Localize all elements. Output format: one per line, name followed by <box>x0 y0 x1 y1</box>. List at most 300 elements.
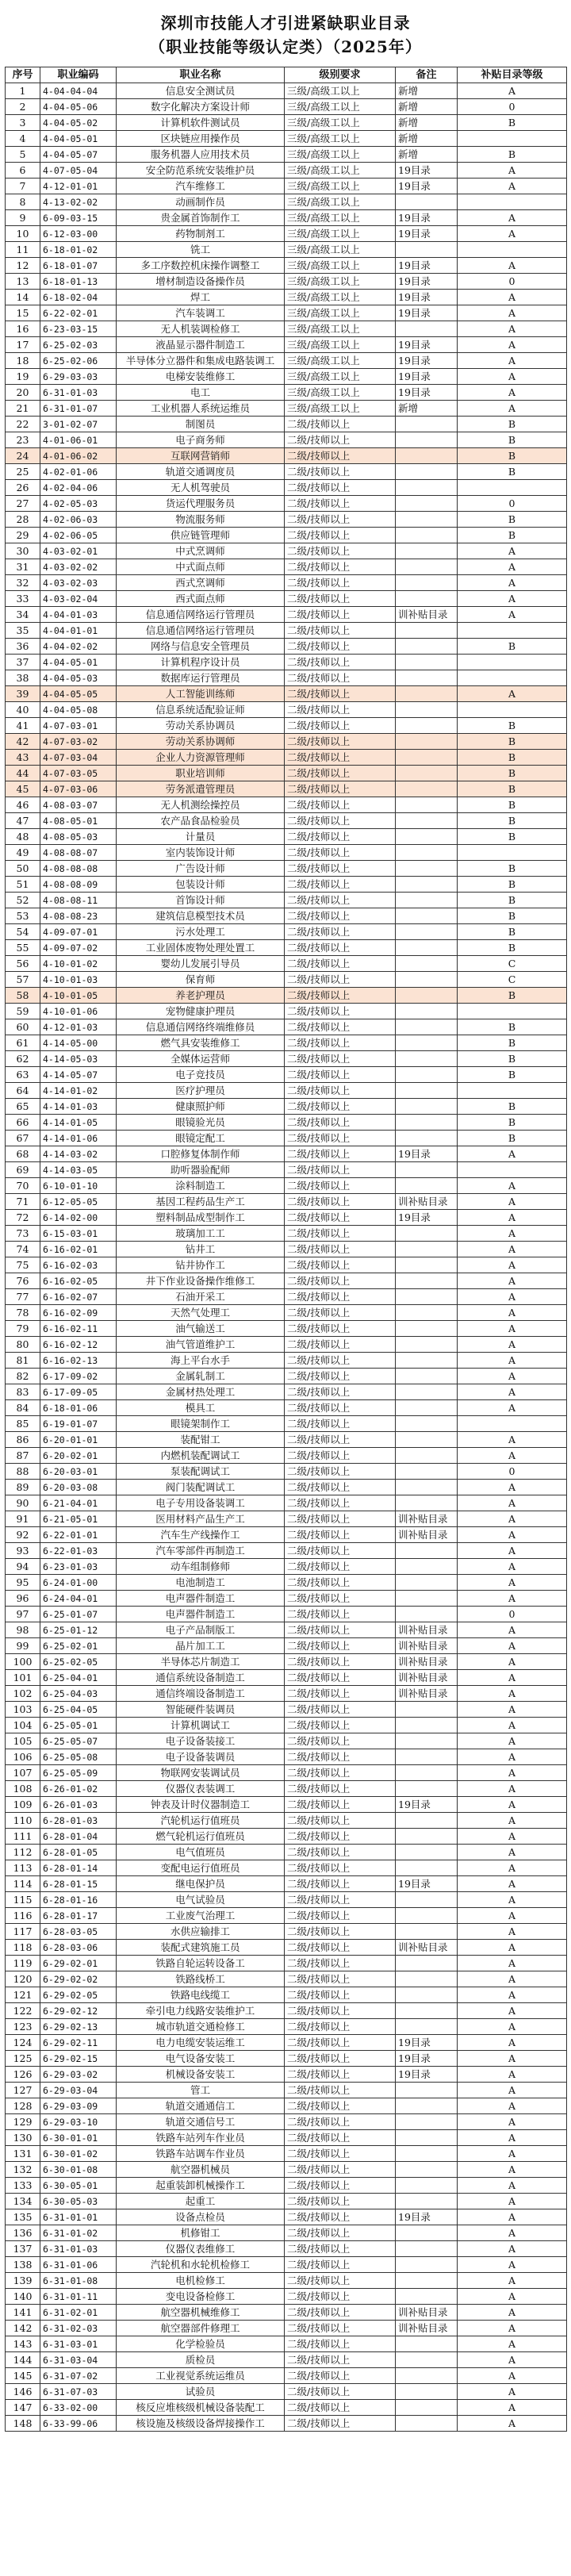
cell-level: 三级/高级工以上 <box>285 353 396 369</box>
cell-subsidy: A <box>458 179 567 194</box>
cell-note <box>396 1829 458 1845</box>
cell-note <box>396 1051 458 1067</box>
cell-code: 4-13-02-02 <box>40 194 117 210</box>
cell-subsidy: A <box>458 686 567 702</box>
cell-note: 训补贴目录 <box>396 1940 458 1956</box>
cell-note <box>396 2003 458 2019</box>
cell-no: 50 <box>6 861 40 877</box>
cell-level: 二级/技师以上 <box>285 718 396 734</box>
cell-subsidy: B <box>458 147 567 163</box>
cell-code: 6-31-01-07 <box>40 401 117 417</box>
cell-name: 电工 <box>117 385 285 401</box>
cell-code: 6-28-03-06 <box>40 1940 117 1956</box>
cell-note <box>396 2352 458 2368</box>
cell-subsidy: A <box>458 1321 567 1337</box>
cell-level: 二级/技师以上 <box>285 1607 396 1622</box>
cell-no: 70 <box>6 1178 40 1194</box>
cell-subsidy: A <box>458 1749 567 1765</box>
cell-no: 41 <box>6 718 40 734</box>
cell-note <box>396 2178 458 2194</box>
cell-note <box>396 1337 458 1353</box>
cell-subsidy: A <box>458 1813 567 1829</box>
table-row <box>6 1480 567 1495</box>
cell-note: 19目录 <box>396 1146 458 1162</box>
cell-subsidy: A <box>458 607 567 623</box>
table-row <box>6 2321 567 2336</box>
table-row <box>6 290 567 305</box>
cell-level: 二级/技师以上 <box>285 464 396 480</box>
cell-name: 健康照护师 <box>117 1099 285 1115</box>
cell-name: 职业培训师 <box>117 766 285 781</box>
cell-name: 电子设备装接工 <box>117 1733 285 1749</box>
cell-code: 6-31-02-03 <box>40 2321 117 2336</box>
cell-no: 51 <box>6 877 40 893</box>
cell-note <box>396 1289 458 1305</box>
table-row <box>6 2178 567 2194</box>
cell-note: 训补贴目录 <box>396 2321 458 2336</box>
cell-subsidy: A <box>458 1686 567 1702</box>
cell-code: 4-04-05-01 <box>40 655 117 670</box>
cell-level: 二级/技师以上 <box>285 845 396 861</box>
cell-level: 二级/技师以上 <box>285 988 396 1004</box>
cell-no: 36 <box>6 639 40 655</box>
cell-name: 变配电运行值班员 <box>117 1860 285 1876</box>
cell-note <box>396 559 458 575</box>
cell-code: 6-19-01-07 <box>40 1416 117 1432</box>
cell-level: 二级/技师以上 <box>285 1956 396 1971</box>
cell-level: 二级/技师以上 <box>285 1353 396 1369</box>
cell-name: 电子商务师 <box>117 432 285 448</box>
cell-name: 劳动关系协调师 <box>117 734 285 750</box>
table-row <box>6 2209 567 2225</box>
table-row <box>6 1813 567 1829</box>
cell-level: 二级/技师以上 <box>285 1892 396 1908</box>
cell-no: 45 <box>6 781 40 797</box>
cell-level: 二级/技师以上 <box>285 2368 396 2384</box>
cell-subsidy: A <box>458 1971 567 1987</box>
cell-code: 6-31-01-02 <box>40 2225 117 2241</box>
cell-level: 二级/技师以上 <box>285 972 396 988</box>
cell-name: 保育师 <box>117 972 285 988</box>
cell-subsidy: A <box>458 1543 567 1559</box>
cell-note: 19目录 <box>396 179 458 194</box>
cell-level: 二级/技师以上 <box>285 2257 396 2273</box>
cell-level: 二级/技师以上 <box>285 2019 396 2035</box>
cell-subsidy: A <box>458 1940 567 1956</box>
cell-subsidy: A <box>458 1876 567 1892</box>
cell-level: 二级/技师以上 <box>285 1543 396 1559</box>
cell-no: 79 <box>6 1321 40 1337</box>
cell-level: 二级/技师以上 <box>285 1067 396 1083</box>
cell-name: 塑料制品成型制作工 <box>117 1210 285 1226</box>
cell-subsidy: A <box>458 1638 567 1654</box>
cell-subsidy: A <box>458 1702 567 1718</box>
cell-name: 电声器件制造工 <box>117 1607 285 1622</box>
table-row <box>6 1305 567 1321</box>
cell-code: 6-21-05-01 <box>40 1511 117 1527</box>
cell-level: 二级/技师以上 <box>285 1575 396 1591</box>
cell-name: 区块链应用操作员 <box>117 131 285 147</box>
cell-no: 124 <box>6 2035 40 2051</box>
cell-level: 二级/技师以上 <box>285 1226 396 1242</box>
cell-no: 81 <box>6 1353 40 1369</box>
table-row <box>6 829 567 845</box>
cell-subsidy: A <box>458 2400 567 2416</box>
cell-subsidy: A <box>458 2416 567 2432</box>
cell-no: 33 <box>6 591 40 607</box>
cell-name: 化学检验员 <box>117 2336 285 2352</box>
cell-code: 6-09-03-15 <box>40 210 117 226</box>
table-row <box>6 2257 567 2273</box>
cell-subsidy: B <box>458 988 567 1004</box>
cell-note <box>396 1591 458 1607</box>
cell-name: 动车组制修师 <box>117 1559 285 1575</box>
cell-code: 6-29-03-04 <box>40 2083 117 2098</box>
cell-subsidy: A <box>458 2083 567 2098</box>
cell-note <box>396 1908 458 1924</box>
cell-name: 试验员 <box>117 2384 285 2400</box>
cell-note <box>396 496 458 512</box>
cell-code: 4-04-05-02 <box>40 115 117 131</box>
cell-subsidy: A <box>458 2305 567 2321</box>
cell-level: 二级/技师以上 <box>285 623 396 639</box>
cell-level: 二级/技师以上 <box>285 2162 396 2178</box>
cell-code: 4-07-03-02 <box>40 734 117 750</box>
cell-subsidy: B <box>458 924 567 940</box>
cell-note <box>396 623 458 639</box>
cell-code: 4-07-03-06 <box>40 781 117 797</box>
cell-note <box>396 321 458 337</box>
cell-name: 口腔修复体制作师 <box>117 1146 285 1162</box>
table-row <box>6 147 567 163</box>
table-row <box>6 2352 567 2368</box>
cell-note: 新增 <box>396 401 458 417</box>
cell-code: 6-20-01-01 <box>40 1432 117 1448</box>
table-row <box>6 432 567 448</box>
cell-note <box>396 1321 458 1337</box>
cell-subsidy <box>458 670 567 686</box>
cell-subsidy: B <box>458 464 567 480</box>
cell-level: 二级/技师以上 <box>285 1670 396 1686</box>
cell-subsidy: A <box>458 2257 567 2273</box>
cell-no: 26 <box>6 480 40 496</box>
cell-code: 6-28-01-16 <box>40 1892 117 1908</box>
cell-level: 二级/技师以上 <box>285 1321 396 1337</box>
cell-no: 72 <box>6 1210 40 1226</box>
cell-subsidy: B <box>458 1035 567 1051</box>
cell-no: 63 <box>6 1067 40 1083</box>
cell-level: 二级/技师以上 <box>285 512 396 528</box>
cell-subsidy: A <box>458 575 567 591</box>
cell-name: 核设施及核级设备焊接操作工 <box>117 2416 285 2432</box>
cell-code: 6-31-02-01 <box>40 2305 117 2321</box>
cell-subsidy: A <box>458 290 567 305</box>
cell-code: 6-12-03-00 <box>40 226 117 242</box>
table-row <box>6 1273 567 1289</box>
cell-name: 燃气轮机运行值班员 <box>117 1829 285 1845</box>
cell-subsidy <box>458 131 567 147</box>
cell-name: 质检员 <box>117 2352 285 2368</box>
table-row <box>6 2098 567 2114</box>
document-title: 深圳市技能人才引进紧缺职业目录 <box>160 13 411 33</box>
cell-name: 西式面点师 <box>117 591 285 607</box>
table-row <box>6 734 567 750</box>
cell-subsidy: B <box>458 448 567 464</box>
cell-note <box>396 686 458 702</box>
table-row <box>6 321 567 337</box>
cell-name: 污水处理工 <box>117 924 285 940</box>
cell-no: 69 <box>6 1162 40 1178</box>
cell-note <box>396 1924 458 1940</box>
cell-level: 二级/技师以上 <box>285 2083 396 2098</box>
cell-name: 石油开采工 <box>117 1289 285 1305</box>
cell-name: 劳动关系协调员 <box>117 718 285 734</box>
table-row <box>6 1686 567 1702</box>
table-row <box>6 1337 567 1353</box>
table-row <box>6 305 567 321</box>
cell-note <box>396 1718 458 1733</box>
cell-code: 6-16-02-12 <box>40 1337 117 1353</box>
cell-note <box>396 512 458 528</box>
cell-no: 27 <box>6 496 40 512</box>
cell-code: 6-26-01-02 <box>40 1781 117 1797</box>
cell-level: 二级/技师以上 <box>285 2114 396 2130</box>
cell-name: 汽车生产线操作工 <box>117 1527 285 1543</box>
cell-no: 20 <box>6 385 40 401</box>
cell-code: 6-28-01-17 <box>40 1908 117 1924</box>
cell-level: 二级/技师以上 <box>285 1686 396 1702</box>
cell-subsidy: A <box>458 1892 567 1908</box>
cell-code: 6-17-09-05 <box>40 1384 117 1400</box>
cell-name: 电梯安装维修工 <box>117 369 285 385</box>
cell-code: 6-26-01-03 <box>40 1797 117 1813</box>
cell-name: 仪器仪表装调工 <box>117 1781 285 1797</box>
cell-code: 6-25-05-08 <box>40 1749 117 1765</box>
cell-name: 铁路车站列车作业员 <box>117 2130 285 2146</box>
header-no: 序号 <box>6 67 40 83</box>
cell-level: 二级/技师以上 <box>285 750 396 766</box>
cell-subsidy: A <box>458 1273 567 1289</box>
cell-subsidy: A <box>458 2162 567 2178</box>
cell-code: 6-28-01-14 <box>40 1860 117 1876</box>
cell-level: 二级/技师以上 <box>285 2003 396 2019</box>
cell-level: 三级/高级工以上 <box>285 337 396 353</box>
cell-no: 54 <box>6 924 40 940</box>
cell-level: 二级/技师以上 <box>285 1718 396 1733</box>
table-row <box>6 401 567 417</box>
cell-subsidy: A <box>458 1242 567 1257</box>
cell-subsidy: A <box>458 1146 567 1162</box>
table-row <box>6 353 567 369</box>
header-name: 职业名称 <box>117 67 285 83</box>
cell-name: 铁路车站调车作业员 <box>117 2146 285 2162</box>
cell-code: 4-14-01-06 <box>40 1131 117 1146</box>
table-row <box>6 1210 567 1226</box>
cell-level: 三级/高级工以上 <box>285 115 396 131</box>
cell-no: 71 <box>6 1194 40 1210</box>
table-row <box>6 512 567 528</box>
cell-code: 6-31-01-03 <box>40 385 117 401</box>
cell-level: 二级/技师以上 <box>285 1511 396 1527</box>
cell-subsidy: A <box>458 2194 567 2209</box>
cell-name: 医疗护理员 <box>117 1083 285 1099</box>
table-row <box>6 2273 567 2289</box>
cell-note: 19目录 <box>396 1210 458 1226</box>
cell-subsidy: A <box>458 1670 567 1686</box>
cell-note: 19目录 <box>396 163 458 179</box>
cell-level: 二级/技师以上 <box>285 639 396 655</box>
cell-level: 二级/技师以上 <box>285 432 396 448</box>
cell-code: 6-28-01-05 <box>40 1845 117 1860</box>
table-row <box>6 2241 567 2257</box>
cell-level: 三级/高级工以上 <box>285 163 396 179</box>
cell-subsidy: A <box>458 2336 567 2352</box>
cell-no: 25 <box>6 464 40 480</box>
header-level: 级别要求 <box>285 67 396 83</box>
cell-subsidy: B <box>458 750 567 766</box>
cell-name: 内燃机装配调试工 <box>117 1448 285 1464</box>
cell-note <box>396 2336 458 2352</box>
cell-no: 52 <box>6 893 40 908</box>
cell-subsidy: A <box>458 2368 567 2384</box>
cell-note <box>396 2098 458 2114</box>
cell-note <box>396 1083 458 1099</box>
cell-note: 19目录 <box>396 1797 458 1813</box>
cell-no: 13 <box>6 274 40 290</box>
cell-note <box>396 1749 458 1765</box>
cell-code: 6-25-04-01 <box>40 1670 117 1686</box>
table-row <box>6 194 567 210</box>
cell-code: 6-29-02-01 <box>40 1956 117 1971</box>
cell-note <box>396 861 458 877</box>
cell-level: 三级/高级工以上 <box>285 321 396 337</box>
cell-note: 19目录 <box>396 305 458 321</box>
table-row <box>6 655 567 670</box>
cell-subsidy: A <box>458 2384 567 2400</box>
cell-subsidy: A <box>458 2146 567 2162</box>
cell-note: 19目录 <box>396 337 458 353</box>
table-row <box>6 2368 567 2384</box>
cell-level: 二级/技师以上 <box>285 797 396 813</box>
cell-name: 工业视觉系统运维员 <box>117 2368 285 2384</box>
cell-code: 6-25-02-05 <box>40 1654 117 1670</box>
cell-code: 6-29-02-11 <box>40 2035 117 2051</box>
cell-note <box>396 1384 458 1400</box>
cell-subsidy: A <box>458 1924 567 1940</box>
table-row <box>6 1432 567 1448</box>
cell-note: 19目录 <box>396 1876 458 1892</box>
cell-code: 4-02-05-03 <box>40 496 117 512</box>
cell-code: 4-03-02-01 <box>40 543 117 559</box>
cell-name: 电气值班员 <box>117 1845 285 1860</box>
cell-name: 无人机装调检修工 <box>117 321 285 337</box>
cell-name: 人工智能训练师 <box>117 686 285 702</box>
table-row <box>6 1194 567 1210</box>
cell-name: 电气试验员 <box>117 1892 285 1908</box>
cell-subsidy: B <box>458 1051 567 1067</box>
cell-code: 6-31-07-03 <box>40 2384 117 2400</box>
cell-subsidy: A <box>458 1845 567 1860</box>
document-subtitle: （职业技能等级认定类）（2025年） <box>149 37 422 56</box>
cell-level: 二级/技师以上 <box>285 1829 396 1845</box>
cell-level: 二级/技师以上 <box>285 908 396 924</box>
cell-name: 继电保护员 <box>117 1876 285 1892</box>
cell-name: 农产品食品检验员 <box>117 813 285 829</box>
cell-note <box>396 908 458 924</box>
cell-subsidy <box>458 242 567 258</box>
cell-level: 三级/高级工以上 <box>285 369 396 385</box>
cell-code: 4-02-01-06 <box>40 464 117 480</box>
cell-no: 94 <box>6 1559 40 1575</box>
table-row <box>6 1321 567 1337</box>
cell-name: 货运代理服务员 <box>117 496 285 512</box>
cell-level: 二级/技师以上 <box>285 1591 396 1607</box>
cell-name: 模具工 <box>117 1400 285 1416</box>
cell-subsidy: B <box>458 1099 567 1115</box>
cell-name: 多工序数控机床操作调整工 <box>117 258 285 274</box>
cell-code: 6-30-05-01 <box>40 2178 117 2194</box>
cell-no: 148 <box>6 2416 40 2432</box>
cell-subsidy: B <box>458 797 567 813</box>
cell-level: 三级/高级工以上 <box>285 226 396 242</box>
cell-note <box>396 1131 458 1146</box>
cell-subsidy: B <box>458 432 567 448</box>
cell-name: 智能硬件装调员 <box>117 1702 285 1718</box>
cell-name: 井下作业设备操作维修工 <box>117 1273 285 1289</box>
cell-level: 二级/技师以上 <box>285 2289 396 2305</box>
cell-name: 互联网营销师 <box>117 448 285 464</box>
cell-no: 49 <box>6 845 40 861</box>
cell-name: 物联网安装调试员 <box>117 1765 285 1781</box>
cell-no: 23 <box>6 432 40 448</box>
cell-code: 6-10-01-10 <box>40 1178 117 1194</box>
cell-name: 工业固体废物处理处置工 <box>117 940 285 956</box>
cell-code: 6-22-02-01 <box>40 305 117 321</box>
cell-level: 二级/技师以上 <box>285 1210 396 1226</box>
table-row <box>6 1654 567 1670</box>
cell-name: 计算机程序设计员 <box>117 655 285 670</box>
cell-name: 汽轮机和水轮机检修工 <box>117 2257 285 2273</box>
cell-note <box>396 797 458 813</box>
cell-no: 147 <box>6 2400 40 2416</box>
cell-no: 118 <box>6 1940 40 1956</box>
cell-no: 110 <box>6 1813 40 1829</box>
cell-note: 新增 <box>396 131 458 147</box>
cell-level: 二级/技师以上 <box>285 1876 396 1892</box>
cell-level: 二级/技师以上 <box>285 655 396 670</box>
cell-subsidy: A <box>458 1226 567 1242</box>
table-row <box>6 623 567 639</box>
cell-no: 113 <box>6 1860 40 1876</box>
cell-code: 6-29-02-12 <box>40 2003 117 2019</box>
table-row <box>6 1765 567 1781</box>
cell-note: 新增 <box>396 147 458 163</box>
table-row <box>6 385 567 401</box>
cell-level: 二级/技师以上 <box>285 670 396 686</box>
cell-name: 泵装配调试工 <box>117 1464 285 1480</box>
cell-no: 74 <box>6 1242 40 1257</box>
cell-code: 4-14-05-00 <box>40 1035 117 1051</box>
cell-level: 二级/技师以上 <box>285 956 396 972</box>
cell-code: 6-18-01-06 <box>40 1400 117 1416</box>
cell-subsidy: A <box>458 1829 567 1845</box>
cell-no: 139 <box>6 2273 40 2289</box>
cell-level: 三级/高级工以上 <box>285 274 396 290</box>
table-row <box>6 639 567 655</box>
cell-no: 115 <box>6 1892 40 1908</box>
cell-level: 二级/技师以上 <box>285 2305 396 2321</box>
table-row <box>6 1924 567 1940</box>
